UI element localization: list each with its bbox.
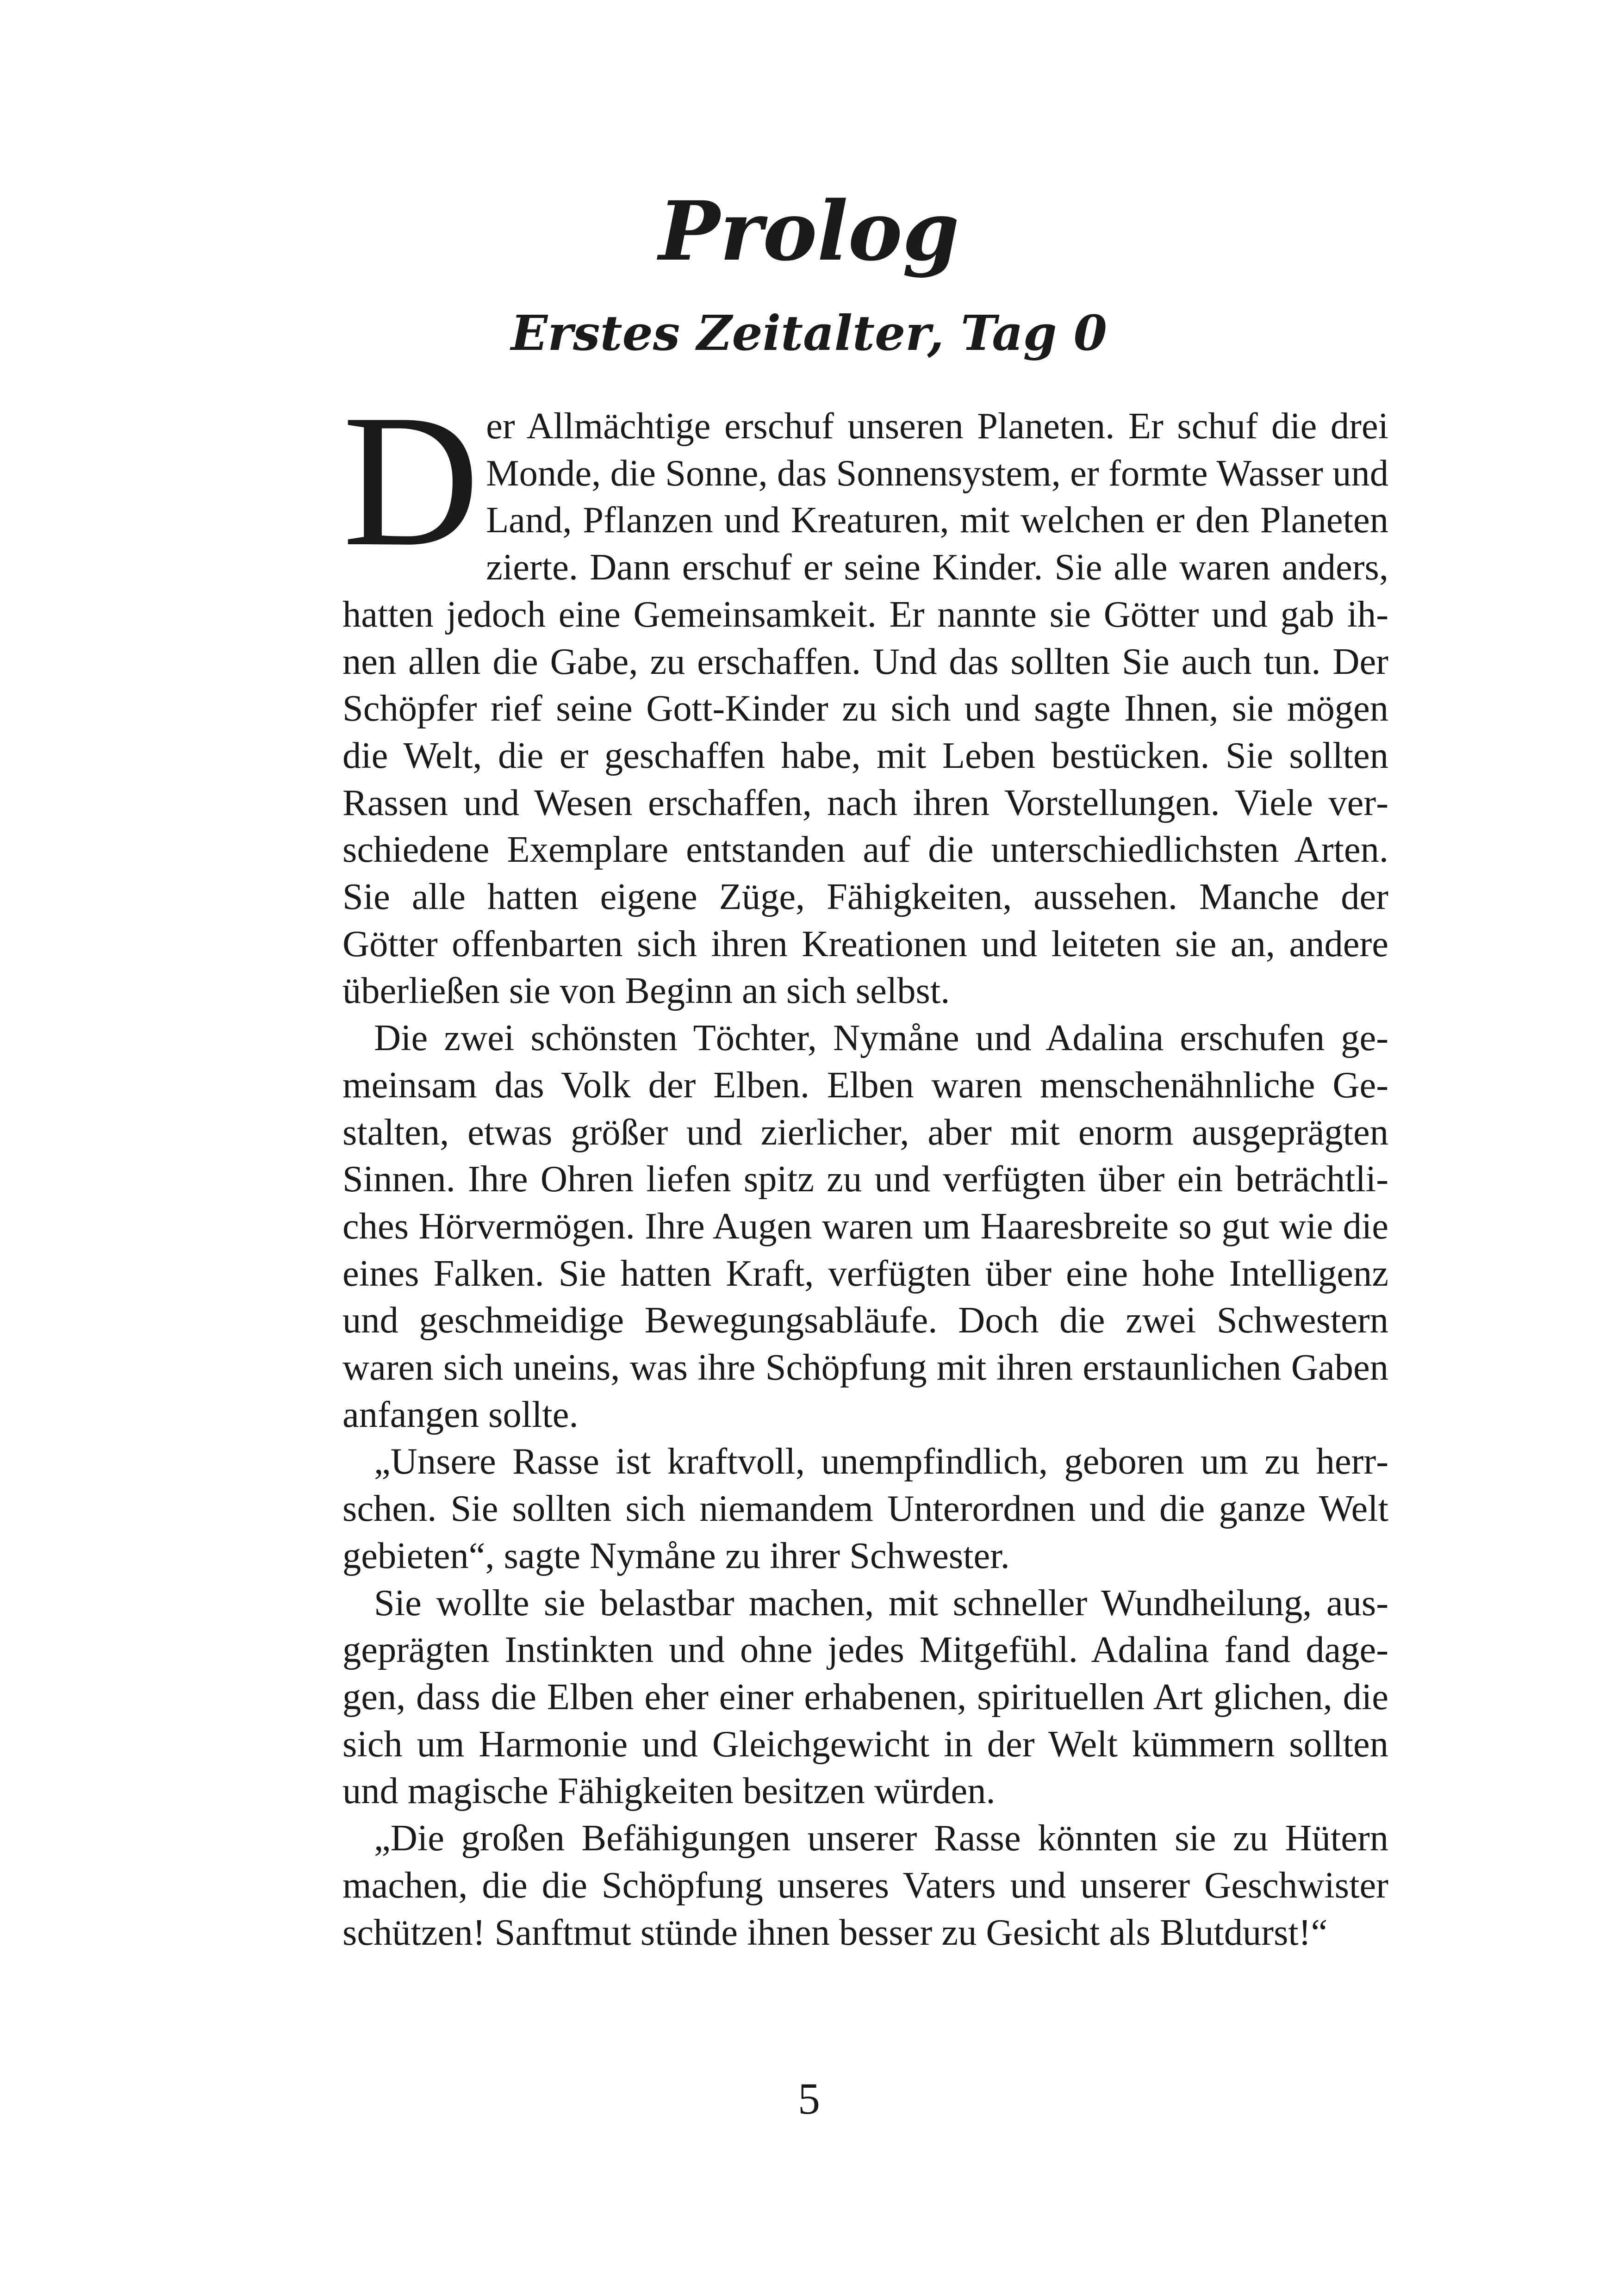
chapter-body — [342, 375, 1388, 1976]
paragraph: „Die großen Befähigungen unserer Rasse könnten sie zu Hütern machen, die die Schöpfung unseres Vaters und unserer Geschwister schützen! Sanftmut stünde ihnen besser zu Gesicht als Blutdurst!“ — [342, 1817, 1388, 1953]
page-number: 5 — [798, 2074, 820, 2123]
drop-cap: D — [342, 375, 480, 585]
chapter-title: Prolog — [659, 183, 959, 279]
paragraph-text: er Allmächtige erschuf unseren Planeten. Er schuf die drei Monde, die Sonne, das Sonnensystem, er formte Wasser und Land, Pflanzen und Kreaturen, mit welchen er den Planeten zierte. Dann erschuf er seine Kinder. Sie alle waren anders, hatten jedoch eine Gemeinsamkeit. Er nannte sie Götter und gab ihnen allen die Gabe, zu erschaffen. Und das sollten Sie auch tun. Der Schöpfer rief seine Gott-Kinder zu sich und sagte Ihnen, sie mögen die Welt, die er geschaffen habe, mit Leben bestücken. Sie sollten Rassen und Wesen erschaffen, nach ihren Vorstellungen. Viele verschiedene Exemplare entstanden auf die unterschiedlichsten Arten. Sie alle hatten eigene Züge, Fähigkeiten, aussehen. Manche der Götter offenbarten sich ihren Kreationen und leiteten sie an, andere überließen sie von Beginn an sich selbst. — [342, 405, 1388, 1012]
paragraph: „Unsere Rasse ist kraftvoll, unempfindlich, geboren um zu herrschen. Sie sollten sich niemandem Unterordnen und die ganze Welt gebieten“, sagte Nymåne zu ihrer Schwester. — [342, 1441, 1388, 1576]
paragraph: Sie wollte sie belastbar machen, mit schneller Wundheilung, ausgeprägten Instinkten und ohne jedes Mitgefühl. Adalina fand dagegen, dass die Elben eher einer erhabenen, spirituellen Art glichen, die sich um Harmonie und Gleichgewicht in der Welt kümmern sollten und magische Fähigkeiten besitzen würden. — [342, 1582, 1388, 1812]
paragraph — [342, 375, 1388, 1014]
paragraph: Die zwei schönsten Töchter, Nymåne und Adalina erschufen gemeinsam das Volk der Elben. Elben waren menschenähnliche Gestalten, etwas größer und zierlicher, aber mit enorm ausgeprägten Sinnen. Ihre Ohren liefen spitz zu und verfügten über ein beträchtliches Hörvermögen. Ihre Augen waren um Haaresbreite so gut wie die eines Falken. Sie hatten Kraft, verfügten über eine hohe Intelligenz und geschmeidige Bewegungsabläufe. Doch die zwei Schwestern waren sich uneins, was ihre Schöpfung mit ihren erstaunlichen Gaben anfangen sollte. — [342, 1017, 1388, 1435]
chapter-subtitle: Erstes Zeitalter, Tag 0 — [510, 305, 1108, 361]
